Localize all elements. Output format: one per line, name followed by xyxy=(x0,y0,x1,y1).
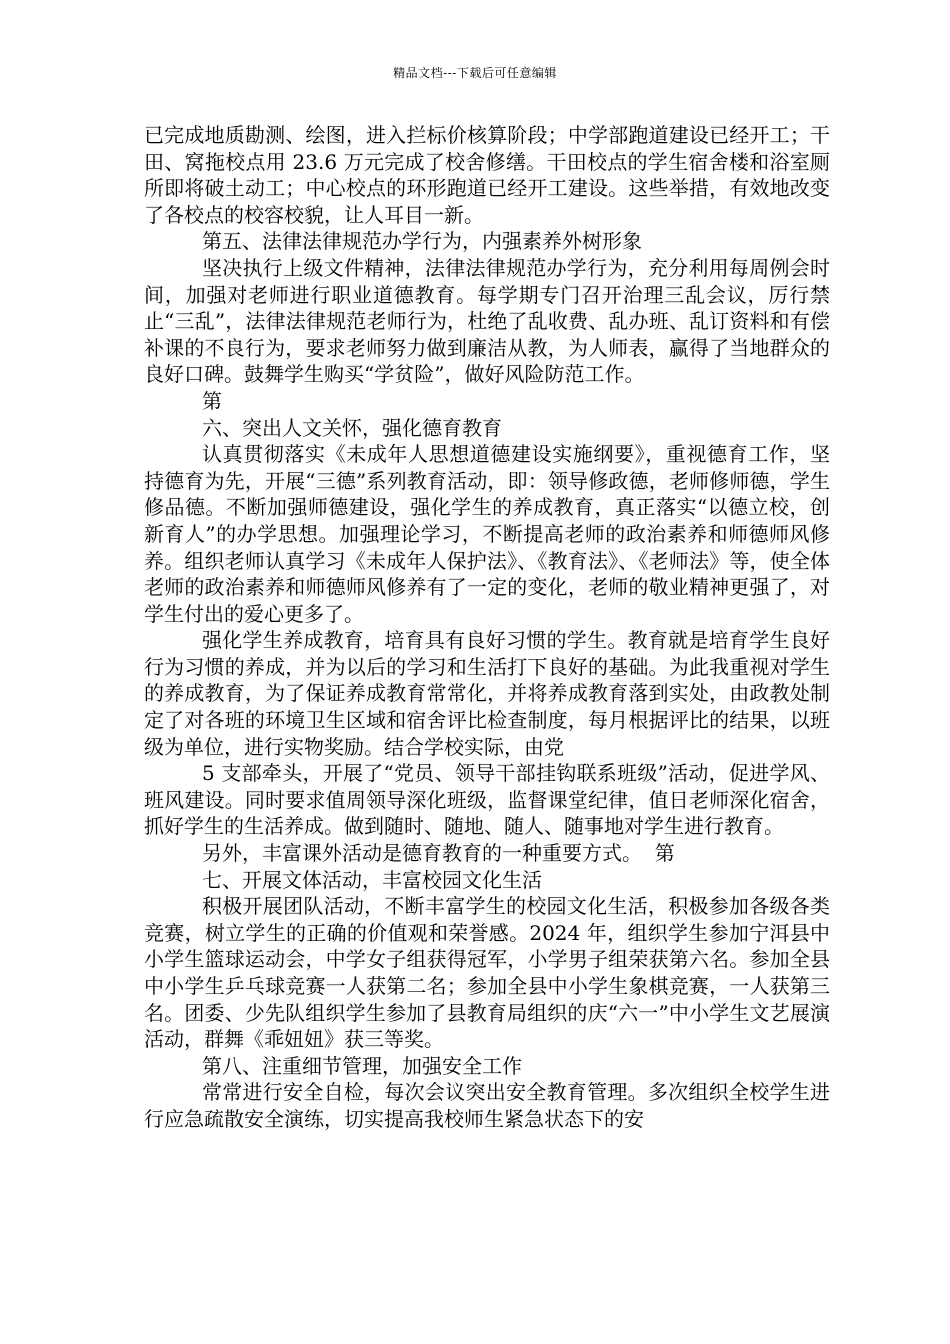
paragraph: 另外，丰富课外活动是德育教育的一种重要方式。 第 xyxy=(202,841,675,866)
paragraph: 第 xyxy=(202,388,222,413)
paragraph: 常常进行安全自检，每次会议突出安全教育管理。多次组织全校学生进行应急疏散安全演练，切实提高我校师生紧急状态下的安 xyxy=(144,1080,830,1131)
paragraph: 认真贯彻落实《未成年人思想道德建设实施纲要》，重视德育工作，坚持德育为先，开展“三德”系列教育活动，即：领导修政德，老师修师德，学生修品德。不断加强师德建设，强化学生的养成教育，真正落实“以德立校，创新育人”的办学思想。加强理论学习，不断提高老师的政治素养和师德师风修养。组织老师认真学习《未成年人保护法》、《教育法》、《老师法》等，使全体老师的政治素养和师德师风修养有了一定的变化，老师的敬业精神更强了，对学生付出的爱心更多了。 xyxy=(144,442,830,626)
page-header: 精品文档---下载后可任意编辑 xyxy=(393,66,557,80)
section-heading: 六、突出人文关怀，强化德育教育 xyxy=(202,415,502,440)
section-heading: 第五、法律法律规范办学行为，内强素养外树形象 xyxy=(202,229,642,254)
document-body xyxy=(144,122,830,1133)
paragraph: 强化学生养成教育，培育具有良好习惯的学生。教育就是培育学生良好行为习惯的养成，并为以后的学习和生活打下良好的基础。为此我重视对学生的养成教育，为了保证养成教育常常化，并将养成教育落到实处，由政教处制定了对各班的环境卫生区域和宿舍评比检查制度，每月根据评比的结果，以班级为单位，进行实物奖励。结合学校实际，由党 xyxy=(144,628,830,759)
paragraph: 5 支部牵头，开展了“党员、领导干部挂钩联系班级”活动，促进学风、班风建设。同时要求值周领导深化班级，监督课堂纪律，值日老师深化宿舍，抓好学生的生活养成。做到随时、随地、随人、随事地对学生进行教育。 xyxy=(144,761,830,839)
paragraph: 坚决执行上级文件精神，法律法律规范办学行为，充分利用每周例会时间，加强对老师进行职业道德教育。每学期专门召开治理三乱会议，厉行禁止“三乱”，法律法律规范老师行为，杜绝了乱收费、乱办班、乱订资料和有偿补课的不良行为，要求老师努力做到廉洁从教，为人师表，赢得了当地群众的良好口碑。鼓舞学生购买“学贫险”，做好风险防范工作。 xyxy=(144,255,830,387)
paragraph: 已完成地质勘测、绘图，进入拦标价核算阶段；中学部跑道建设已经开工；干田、窝拖校点用 23.6 万元完成了校舍修缮。干田校点的学生宿舍楼和浴室厕所即将破土动工；中心校点的环形跑道已经开工建设。这些举措，有效地改变了各校点的校容校貌，让人耳目一新。 xyxy=(144,123,830,227)
section-heading: 第八、注重细节管理，加强安全工作 xyxy=(202,1053,522,1078)
paragraph: 积极开展团队活动，不断丰富学生的校园文化生活，积极参加各级各类竞赛，树立学生的正确的价值观和荣誉感。2024 年，组织学生参加宁洱县中小学生篮球运动会，中学女子组获得冠军，小学男子组荣获第六名。参加全县中小学生乒乓球竞赛一人获第二名；参加全县中小学生象棋竞赛，一人获第三名。团委、少先队组织学生参加了县教育局组织的庆“六一”中小学生文艺展演活动，群舞《乖妞妞》获三等奖。 xyxy=(144,894,830,1052)
section-heading: 七、开展文体活动，丰富校园文化生活 xyxy=(202,867,542,892)
